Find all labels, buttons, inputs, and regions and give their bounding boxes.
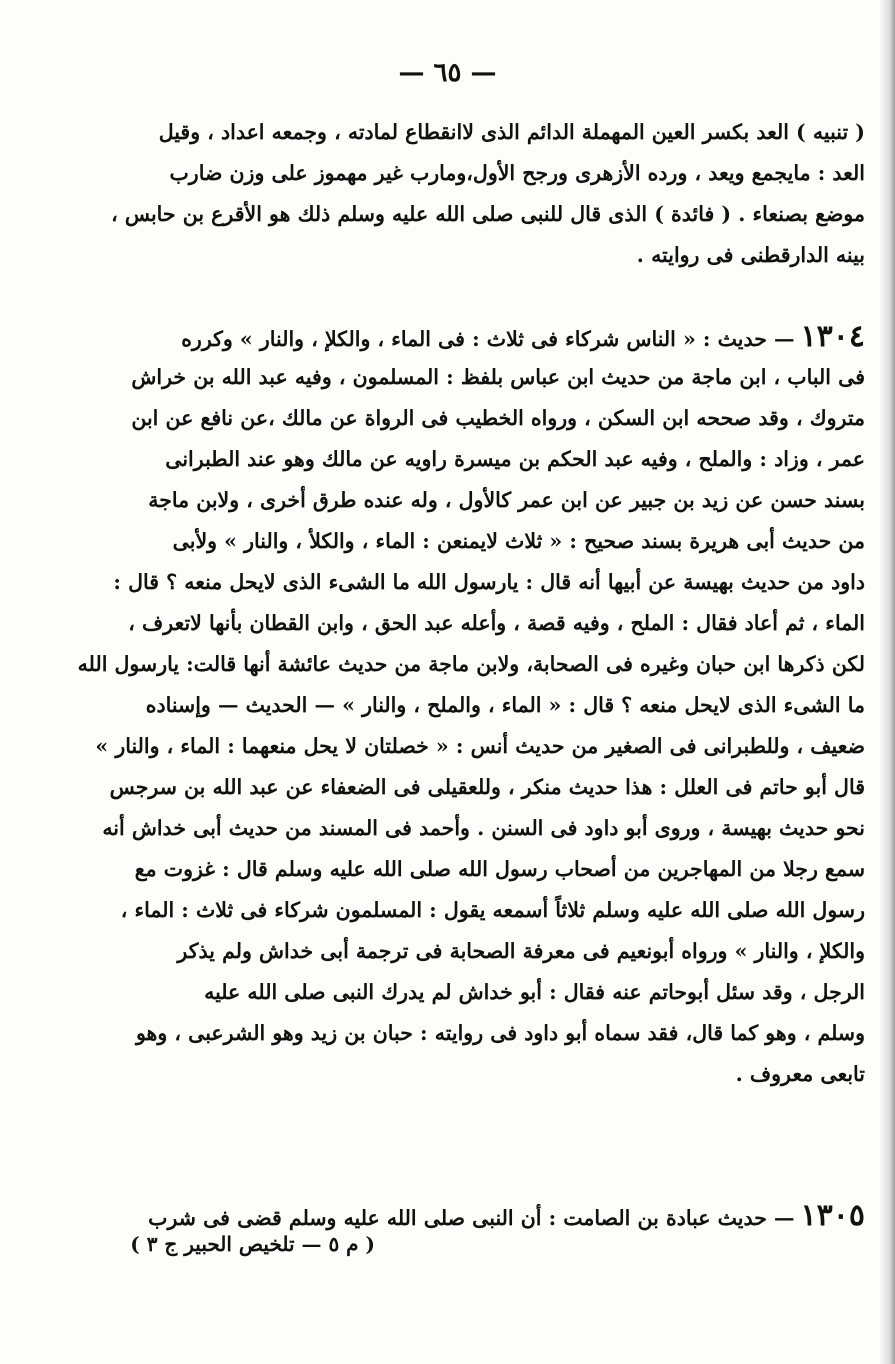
text-line: موضع بصنعاء . ( فائدة ) الذى قال للنبى صلى الله عليه وسلم ذلك هو الأقرع بن حابس ، [111, 202, 865, 226]
text-line: ضعيف ، وللطبرانى فى الصغير من حديث أنس : « خصلتان لا يحل منعهما : الماء ، والنار » [95, 734, 865, 758]
text-line: رسول الله صلى الله عليه وسلم ثلاثاً أسمعه يقول : المسلمون شركاء فى ثلاث : الماء ، [120, 898, 865, 922]
text-line: بينه الدارقطنى فى روايته . [636, 243, 865, 267]
text-line: الرجل ، وقد سئل أبوحاتم عنه فقال : أبو خداش لم يدرك النبى صلى الله عليه [204, 980, 865, 1004]
page-footer-signature: ( م ٥ — تلخيص الحبير ج ٣ ) [130, 1232, 375, 1256]
text-line: قال أبو حاتم فى العلل : هذا حديث منكر ، وللعقيلى فى الضعفاء عن عبد الله بن سرجس [109, 775, 865, 799]
text-line: ( تنبيه ) العد بكسر العين المهملة الدائم الذى لاانقطاع لمادته ، وجمعه اعداد ، وقيل [158, 120, 865, 144]
text-line-content: — حديث عبادة بن الصامت : أن النبى صلى الله عليه وسلم قضى فى شرب [148, 1206, 795, 1230]
hadith-number: ١٣٠٤ [800, 319, 865, 354]
text-line: داود من حديث بهيسة عن أبيها أنه قال : يارسول الله ما الشىء الذى لايحل منعه ؟ قال : [113, 570, 865, 594]
text-line: من حديث أبى هريرة بسند صحيح : « ثلاث لايمنعن : الماء ، والكلأ ، والنار » ولأبى [172, 529, 865, 553]
page-number: — ٦٥ — [398, 58, 497, 88]
text-line: وسلم ، وهو كما قال، فقد سماه أبو داود فى روايته : حبان بن زيد وهو الشرعبى ، وهو [135, 1021, 865, 1045]
text-line: الماء ، ثم أعاد فقال : الملح ، وفيه قصة ، وأعله عبد الحق ، وابن القطان بأنها لاتعرف ، [128, 611, 865, 635]
text-line: ما الشىء الذى لايحل منعه ؟ قال : « الماء ، والملح ، والنار » — الحديث — وإسناده [145, 693, 865, 717]
text-line: تابعى معروف . [735, 1062, 865, 1086]
text-line: لكن ذكرها ابن حبان وغيره فى الصحابة، ولابن ماجة من حديث عائشة أنها قالت: يارسول الله [77, 652, 865, 676]
note-paragraph [75, 112, 865, 276]
text-line: عمر ، وزاد : والملح ، وفيه عبد الحكم بن ميسرة راويه عن مالك وهو عند الطبرانى [165, 447, 865, 471]
hadith-1305-paragraph [75, 1195, 865, 1236]
text-line [75, 316, 865, 357]
text-line: متروك ، وقد صححه ابن السكن ، ورواه الخطيب فى الرواة عن مالك ،عن نافع عن ابن [131, 406, 865, 430]
text-line: العد : مايجمع ويعد ، ورده الأزهرى ورجح الأول،ومارب غير مهموز على وزن ضارب [169, 161, 865, 185]
text-line [75, 1195, 865, 1236]
page-edge-shadow [879, 0, 895, 1364]
hadith-1304-paragraph [75, 316, 865, 1095]
text-line: فى الباب ، ابن ماجة من حديث ابن عباس بلفظ : المسلمون ، وفيه عبد الله بن خراش [131, 365, 865, 389]
text-line: والكلإ ، والنار » ورواه أبونعيم فى معرفة الصحابة فى ترجمة أبى خداش ولم يذكر [177, 939, 865, 963]
text-line: سمع رجلا من المهاجرين من أصحاب رسول الله صلى الله عليه وسلم قال : غزوت مع [134, 857, 865, 881]
text-line-content: — حديث : « الناس شركاء فى ثلاث : فى الماء ، والكلإ ، والنار » وكرره [181, 327, 795, 351]
hadith-number: ١٣٠٥ [800, 1198, 865, 1233]
text-line: نحو حديث بهيسة ، وروى أبو داود فى السنن . وأحمد فى المسند من حديث أبى خداش أنه [102, 816, 865, 840]
text-line: بسند حسن عن زيد بن جبير عن ابن عمر كالأول ، وله عنده طرق أخرى ، ولابن ماجة [148, 488, 865, 512]
